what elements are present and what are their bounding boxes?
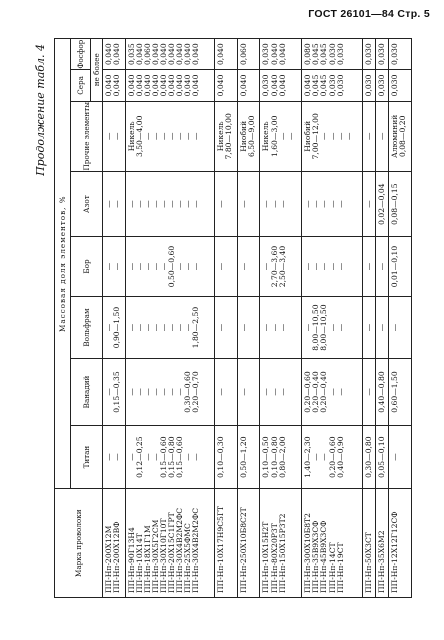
fosfor-values: 0,030 0,040 0,040	[261, 43, 287, 66]
cell-azot	[125, 172, 215, 237]
cell-fosfor	[215, 39, 238, 70]
bor-values: — — — — — 0,50—0,60 — — —	[126, 245, 201, 288]
brand-values: ПП-Нп-35Х6М2	[377, 530, 387, 593]
cell-azot	[260, 172, 302, 237]
bor-values: —	[238, 262, 248, 271]
cell-sera	[363, 70, 376, 101]
cell-azot	[376, 172, 389, 237]
cell-volfram	[363, 296, 376, 358]
cell-brand	[376, 489, 389, 598]
sera-values: 0,030 0,040 0,040	[261, 74, 287, 97]
header-sera: Сера	[71, 70, 91, 101]
cell-brand	[215, 489, 238, 598]
prochie-values: Никель 3,50—4,00 — — — — — — —	[126, 115, 201, 158]
prochie-values: —	[364, 132, 374, 141]
cell-prochie	[260, 101, 302, 172]
vanadiy-values: —	[238, 388, 248, 396]
vanadiy-values: — — —	[261, 388, 287, 396]
brand-values: ПП-Нп-250Х10Б8С2Т	[238, 507, 248, 593]
cell-bor	[302, 237, 363, 297]
table-row	[260, 39, 302, 598]
cell-titan	[215, 425, 238, 489]
cell-brand	[389, 489, 412, 598]
vanadiy-values: —	[216, 388, 226, 396]
sera-values: 0,030	[390, 74, 400, 97]
header-azot: Азот	[71, 172, 103, 237]
brand-values: ПП-Нп-50Х3СТ	[364, 532, 374, 593]
cell-brand	[260, 489, 302, 598]
cell-bor	[389, 237, 412, 297]
volfram-values: — 8,00—10,50 8,00—10,50 — —	[303, 304, 345, 351]
cell-volfram	[215, 296, 238, 358]
cell-sera	[260, 70, 302, 101]
table-row	[389, 39, 412, 598]
cell-vanadiy	[237, 359, 260, 425]
cell-volfram	[376, 296, 389, 358]
volfram-values: —	[364, 323, 374, 332]
titan-values: 0,50—1,20	[238, 436, 248, 478]
fosfor-values: 0,030	[364, 43, 374, 66]
cell-vanadiy	[302, 359, 363, 425]
cell-prochie	[302, 101, 363, 172]
cell-prochie	[103, 101, 126, 172]
volfram-values: —	[216, 323, 226, 332]
brand-values: ПП-Нп-300Х10Б8Т2 ПП-Нп-35В9Х3СФ ПП-Нп-45В9Х3СФ ПП-Нп-14СТ ПП-Нп-19СТ	[303, 513, 345, 593]
continuation-title: Продолжение табл. 4	[34, 44, 47, 176]
table-row	[103, 39, 126, 598]
bor-values: — — — — —	[303, 262, 345, 271]
sera-values: 0,040 0,045 0,045 0,030 0,030	[303, 74, 345, 97]
volfram-values: — 0,90—1,50	[104, 306, 122, 349]
cell-titan	[376, 425, 389, 489]
cell-fosfor	[103, 39, 126, 70]
cell-sera	[376, 70, 389, 101]
sera-values: 0,040 0,040	[104, 74, 122, 97]
composition-table	[54, 38, 412, 598]
prochie-values: Ниобий 7,00—12,00 — — — —	[303, 113, 353, 160]
cell-vanadiy	[125, 359, 215, 425]
cell-volfram	[302, 296, 363, 358]
prochie-values: Никель 7,80—10,00	[216, 113, 234, 160]
volfram-values: — — —	[261, 323, 287, 332]
vanadiy-values: —	[364, 388, 374, 396]
cell-fosfor	[389, 39, 412, 70]
cell-titan	[363, 425, 376, 489]
cell-sera	[215, 70, 238, 101]
cell-bor	[376, 237, 389, 297]
prochie-values: Никель 1,60—3,00 — —	[261, 115, 295, 158]
volfram-values: —	[377, 323, 387, 332]
prochie-values: Ниобий 6,50—9,00	[238, 115, 256, 158]
table-row	[237, 39, 260, 598]
sera-values: 0,040 0,040 0,040 0,040 0,040 0,040 0,040 0,040 0,040	[126, 74, 201, 97]
cell-titan	[125, 425, 215, 489]
vanadiy-values: 0,60—1,50	[390, 371, 400, 413]
cell-bor	[363, 237, 376, 297]
azot-values: — — —	[261, 200, 287, 208]
cell-bor	[215, 237, 238, 297]
cell-sera	[389, 70, 412, 101]
bor-values: —	[377, 262, 387, 271]
table-row	[302, 39, 363, 598]
cell-prochie	[389, 101, 412, 172]
volfram-values: —	[390, 323, 400, 332]
cell-titan	[237, 425, 260, 489]
fosfor-values: 0,040 0,040	[104, 43, 122, 66]
brand-values: ПП-Нп-10Х17Н9С5ГТ	[216, 506, 226, 593]
azot-values: — — — — —	[303, 200, 345, 208]
table-row	[363, 39, 376, 598]
titan-values: 0,10—0,30	[216, 436, 226, 478]
cell-volfram	[260, 296, 302, 358]
bor-values: 0,01—0,10	[390, 245, 400, 288]
sera-values: 0,040	[238, 74, 248, 97]
vanadiy-values: — — — — — — — 0,30—0,60 0,20—0,70	[126, 371, 201, 413]
cell-azot	[103, 172, 126, 237]
header-prochie: Прочие элементы	[71, 101, 103, 172]
azot-values: — — — — — — — — —	[126, 200, 201, 208]
fosfor-values: 0,035 0,040 0,060 0,040 0,040 0,040 0,040 0,040 0,040	[126, 43, 201, 66]
cell-prochie	[237, 101, 260, 172]
azot-values: 0,08—0,15	[390, 183, 400, 225]
header-titan: Титан	[71, 425, 103, 489]
cell-fosfor	[260, 39, 302, 70]
cell-vanadiy	[376, 359, 389, 425]
azot-values: 0,02—0,04	[377, 183, 387, 225]
fosfor-values: 0,040	[216, 43, 226, 66]
cell-titan	[302, 425, 363, 489]
cell-titan	[389, 425, 412, 489]
cell-brand	[302, 489, 363, 598]
cell-sera	[125, 70, 215, 101]
bor-values: —	[216, 262, 226, 271]
cell-vanadiy	[389, 359, 412, 425]
sera-values: 0,040	[216, 74, 226, 97]
cell-prochie	[215, 101, 238, 172]
titan-values: —	[390, 453, 400, 461]
cell-bor	[125, 237, 215, 297]
cell-azot	[302, 172, 363, 237]
table-row	[215, 39, 238, 598]
azot-values: —	[238, 200, 248, 208]
cell-titan	[103, 425, 126, 489]
brand-values: ПП-Нп-200Х12М ПП-Нп-200Х12ВФ	[104, 521, 122, 593]
header-fosfor: Фосфор	[71, 39, 91, 70]
brand-values: ПП-Нп-10Х15Н2Т ПП-Нп-80Х20Р3Т ПП-Нп-150Х15Р3Т2	[261, 513, 287, 593]
table-row	[125, 39, 215, 598]
titan-values: — —	[104, 453, 122, 461]
volfram-values: — — — — — — — — 1,80—2,50	[126, 306, 201, 349]
cell-azot	[237, 172, 260, 237]
header-volfram: Вольфрам	[71, 296, 103, 358]
cell-sera	[103, 70, 126, 101]
cell-brand	[103, 489, 126, 598]
azot-values: —	[364, 200, 374, 208]
prochie-values: Алюминий 0,08—0,20	[390, 114, 408, 158]
vanadiy-values: 0,20—0,60 0,20—0,40 0,20—0,40 — —	[303, 371, 345, 413]
brand-values: ПП-Нп-12Х12Г12СФ	[390, 511, 400, 593]
titan-values: 1,40—2,30 — — 0,20—0,60 0,40—0,90	[303, 436, 345, 478]
cell-bor	[103, 237, 126, 297]
table-body	[103, 39, 412, 598]
cell-bor	[260, 237, 302, 297]
sera-values: 0,030	[377, 74, 387, 97]
azot-values: — —	[104, 200, 122, 208]
cell-fosfor	[302, 39, 363, 70]
bor-values: — 2,70—3,60 2,50—3,40	[261, 245, 287, 288]
cell-volfram	[103, 296, 126, 358]
cell-prochie	[363, 101, 376, 172]
sera-values: 0,030	[364, 74, 374, 97]
cell-vanadiy	[260, 359, 302, 425]
titan-values: 0,10—0,50 0,10—0,80 0,80—2,00	[261, 436, 287, 478]
header-not-more: не более	[91, 39, 103, 102]
fosfor-values: 0,030	[377, 43, 387, 66]
header-bor: Бор	[71, 237, 103, 297]
titan-values: 0,30—0,80	[364, 436, 374, 478]
cell-volfram	[237, 296, 260, 358]
table-row	[376, 39, 389, 598]
vanadiy-values: 0,40—0,80	[377, 371, 387, 413]
cell-vanadiy	[363, 359, 376, 425]
cell-volfram	[125, 296, 215, 358]
cell-fosfor	[363, 39, 376, 70]
cell-sera	[302, 70, 363, 101]
cell-prochie	[125, 101, 215, 172]
bor-values: —	[364, 262, 374, 271]
cell-azot	[363, 172, 376, 237]
cell-prochie	[376, 101, 389, 172]
header-brand: Марка проволоки	[55, 489, 103, 598]
prochie-values: — —	[104, 132, 122, 141]
titan-values: 0,05—0,10	[377, 436, 387, 478]
cell-volfram	[389, 296, 412, 358]
cell-sera	[237, 70, 260, 101]
cell-brand	[125, 489, 215, 598]
cell-fosfor	[125, 39, 215, 70]
cell-fosfor	[237, 39, 260, 70]
cell-bor	[237, 237, 260, 297]
prochie-values: —	[377, 132, 387, 141]
vanadiy-values: — 0,15—0,35	[104, 371, 122, 413]
page-header: ГОСТ 26101—84 Стр. 5	[308, 8, 430, 20]
volfram-values: —	[238, 323, 248, 332]
brand-values: ПП-Нп-90Г13Н4 ПП-Нп-10Х14Т ПП-Нп-18Х1Г1М ПП-Нп-30Х5Г2СМ ПП-Нп-30Х10Г10Т ПП-Нп-20Х15С1ГРТ ПП-Нп-30Х4В2М2ФС ПП-Нп-25Х5ФМС ПП-Нп-30Х4В2М2ФС	[126, 507, 201, 593]
cell-titan	[260, 425, 302, 489]
cell-brand	[363, 489, 376, 598]
cell-azot	[389, 172, 412, 237]
azot-values: —	[216, 200, 226, 208]
header-mass-fraction: Массовая доля элементов, %	[55, 39, 71, 489]
bor-values: — —	[104, 262, 122, 271]
cell-vanadiy	[103, 359, 126, 425]
cell-brand	[237, 489, 260, 598]
fosfor-values: 0,030	[390, 43, 400, 66]
fosfor-values: 0,060	[238, 43, 248, 66]
cell-vanadiy	[215, 359, 238, 425]
cell-fosfor	[376, 39, 389, 70]
rotated-table-area	[30, 38, 414, 598]
fosfor-values: 0,080 0,045 0,045 0,030 0,030	[303, 43, 345, 66]
header-vanadiy: Ванадий	[71, 359, 103, 425]
cell-azot	[215, 172, 238, 237]
titan-values: — 0,12—0,25 — — 0,15—0,60 0,15—0,80 0,15—0,60 — —	[126, 436, 201, 478]
